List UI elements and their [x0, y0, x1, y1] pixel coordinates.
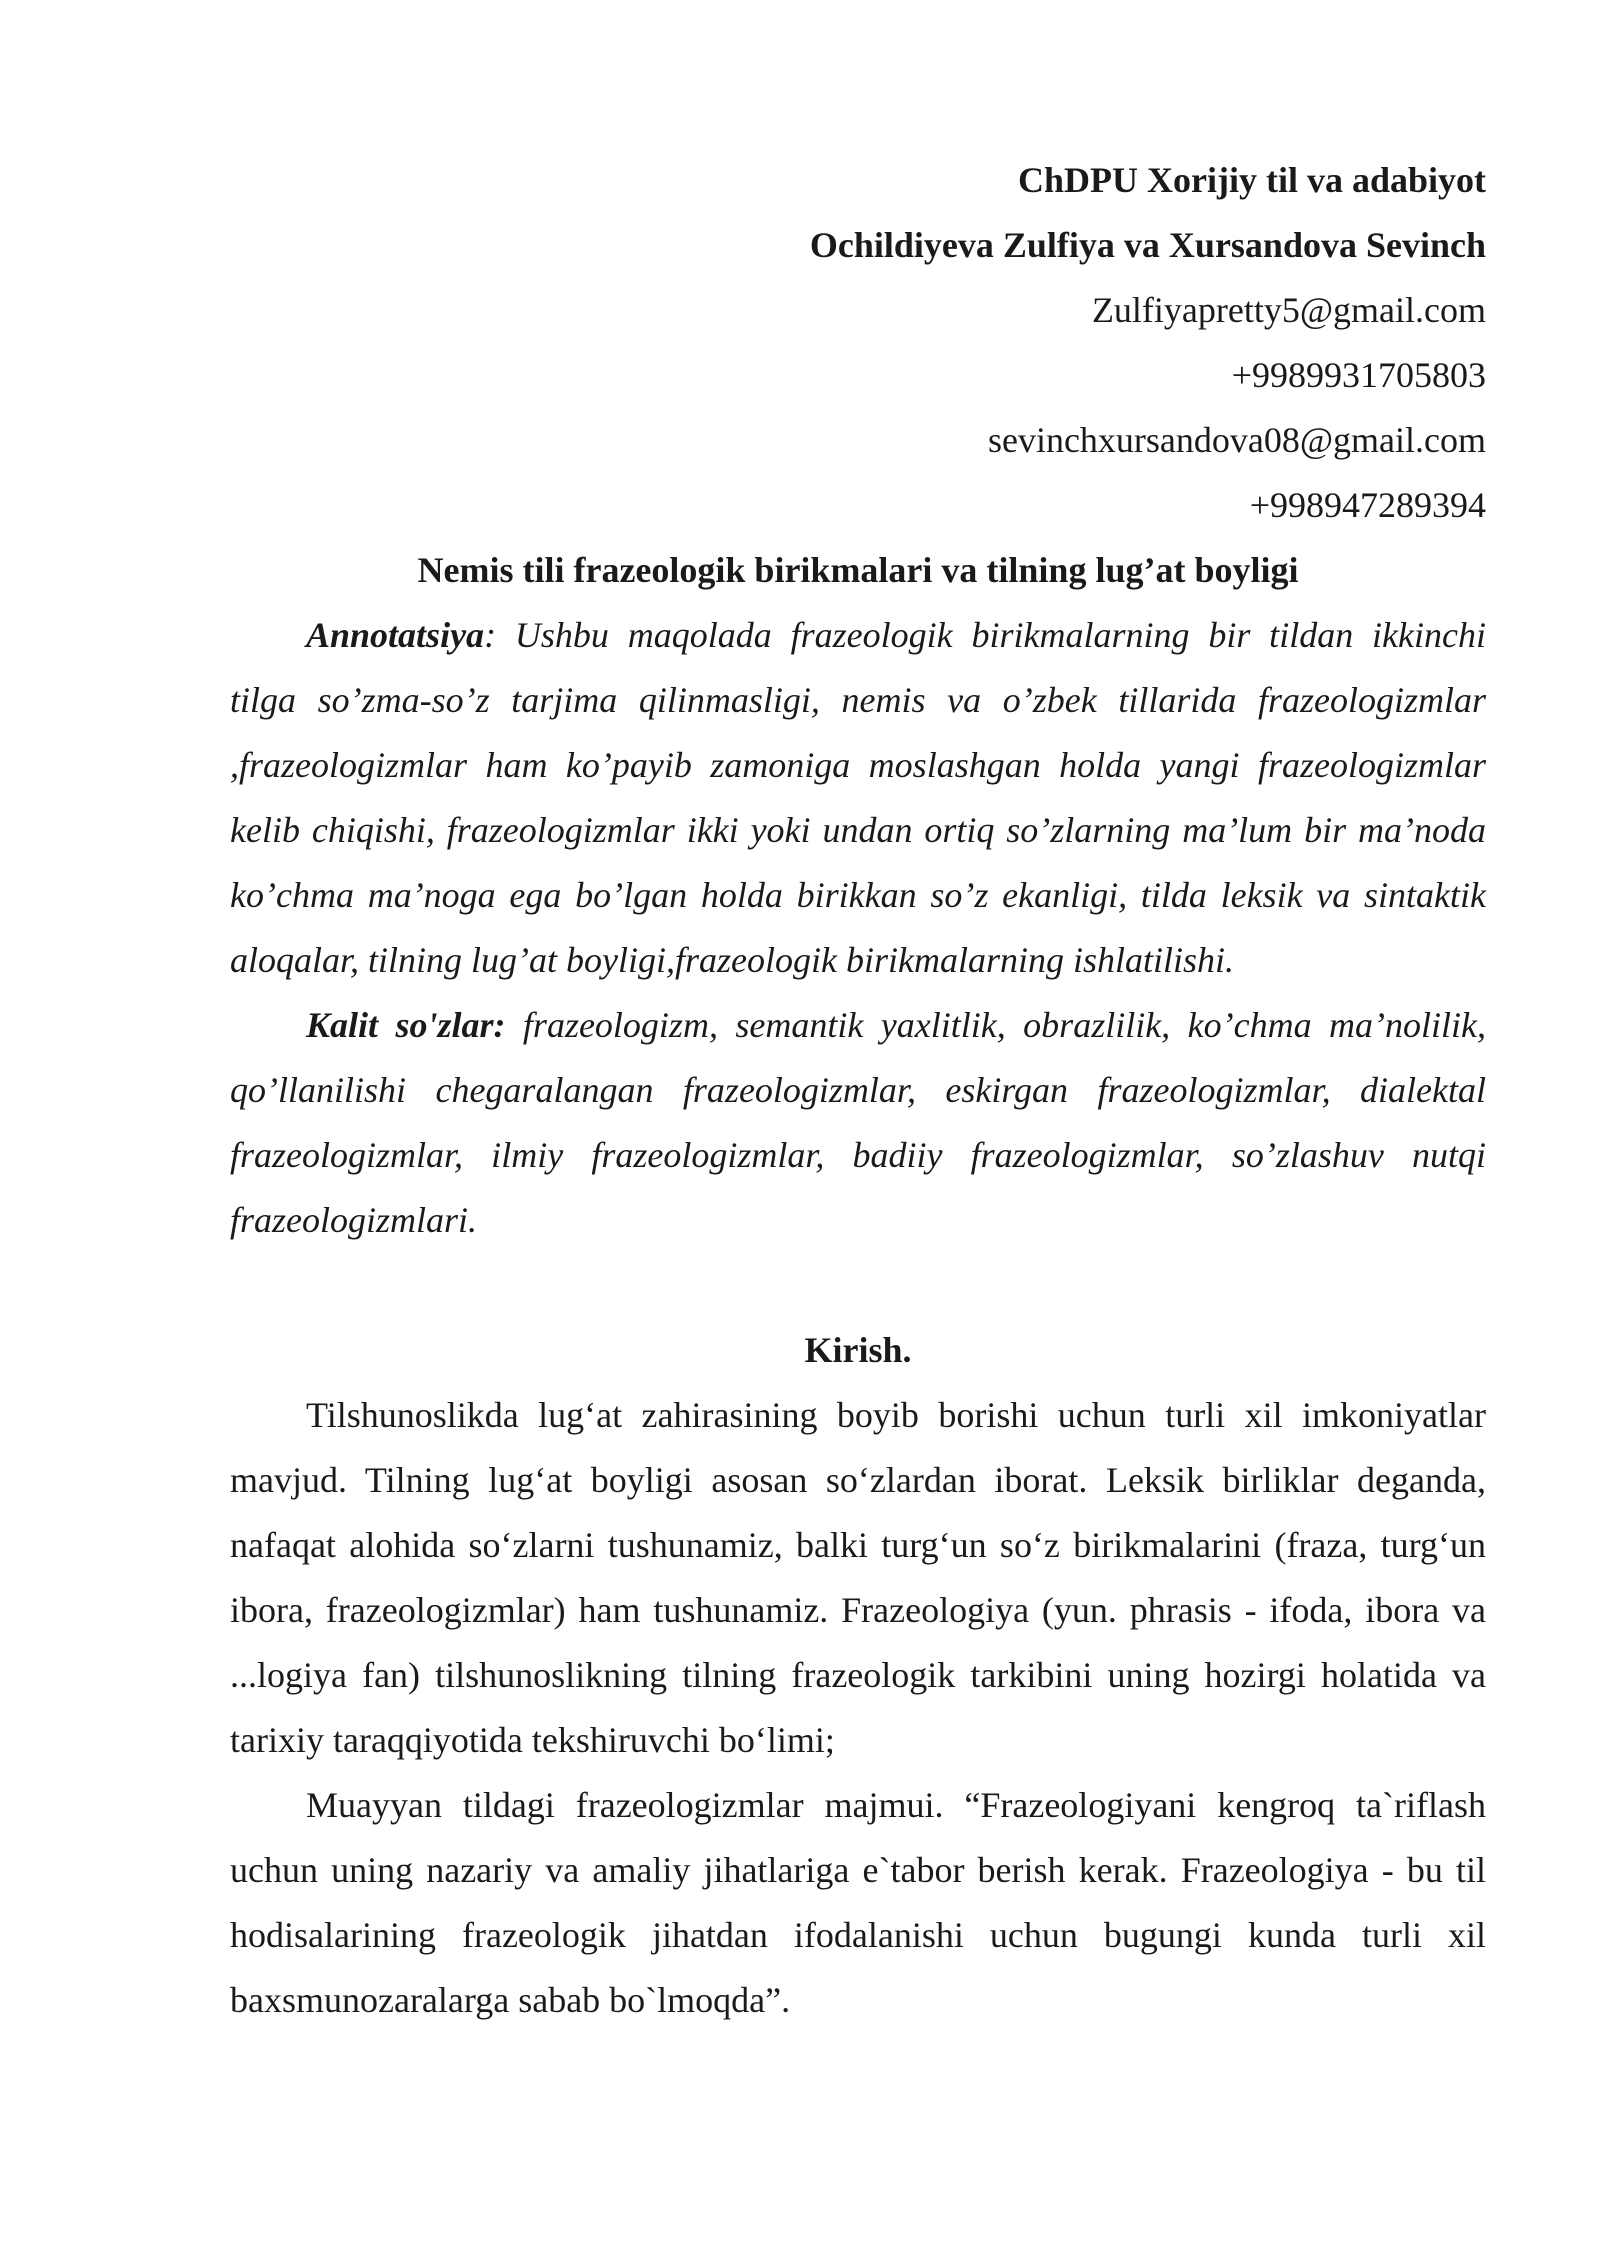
- intro-heading: Kirish.: [804, 1330, 912, 1370]
- keywords-label: Kalit so'zlar:: [306, 1005, 506, 1045]
- document-page: [230, 148, 1486, 2033]
- affiliation: ChDPU Xorijiy til va adabiyot: [1018, 160, 1486, 200]
- intro-paragraph-1: Tilshunoslikda lug‘at zahirasining boyib borishi uchun turli xil imkoniyatlar mavjud. Tilning lug‘at boyligi asosan so‘zlardan iborat. Leksik birliklar deganda, nafaqat alohida so‘zlarni tushunamiz, balki turg‘un so‘z birikmalarini (fraza, turg‘un ibora, frazeologizmlar) ham tushunamiz. Frazeologiya (yun. phrasis - ifoda, ibora va ...logiya fan) tilshunoslikning tilning frazeologik tarkibini uning hozirgi holatida va tarixiy taraqqiyotida tekshiruvchi bo‘limi;: [230, 1395, 1486, 1760]
- keywords-paragraph: [230, 993, 1486, 1253]
- email-first-author: Zulfiyapretty5@gmail.com: [1091, 290, 1486, 330]
- abstract-paragraph: [230, 603, 1486, 993]
- phone-first-author: +9989931705803: [1231, 355, 1486, 395]
- blank-line: [230, 1253, 1486, 1318]
- email-second-author: sevinchxursandova08@gmail.com: [987, 420, 1486, 460]
- abstract-label: Annotatsiya: [306, 615, 485, 655]
- authors: Ochildiyeva Zulfiya va Xursandova Sevinch: [809, 225, 1486, 265]
- intro-paragraph-2: Muayyan tildagi frazeologizmlar majmui. “Frazeologiyani kengroq ta`riflash uchun uning nazariy va amaliy jihatlariga e`tabor berish kerak. Frazeologiya - bu til hodisalarining frazeologik jihatdan ifodalanishi uchun bugungi kunda turli xil baxsmunozaralarga sabab bo`lmoqda”.: [230, 1785, 1486, 2020]
- phone-second-author: +998947289394: [1249, 485, 1486, 525]
- abstract-text: : Ushbu maqolada frazeologik birikmalarning bir tildan ikkinchi tilga so’zma-so’z tarjima qilinmasligi, nemis va o’zbek tillarida frazeologizmlar ,frazeologizmlar ham ko’payib zamoniga moslashgan holda yangi frazeologizmlar kelib chiqishi, frazeologizmlar ikki yoki undan ortiq so’zlarning ma’lum bir ma’noda ko’chma ma’noga ega bo’lgan holda birikkan so’z ekanligi, tilda leksik va sintaktik aloqalar, tilning lug’at boyligi,frazeologik birikmalarning ishlatilishi.: [230, 615, 1486, 980]
- article-title: Nemis tili frazeologik birikmalari va tilning lug’at boyligi: [417, 550, 1299, 590]
- keywords-text: frazeologizm, semantik yaxlitlik, obrazlilik, ko’chma ma’nolilik, qo’llanilishi chegaralangan frazeologizmlar, eskirgan frazeologizmlar, dialektal frazeologizmlar, ilmiy frazeologizmlar, badiiy frazeologizmlar, so’zlashuv nutqi frazeologizmlari.: [230, 1005, 1486, 1240]
